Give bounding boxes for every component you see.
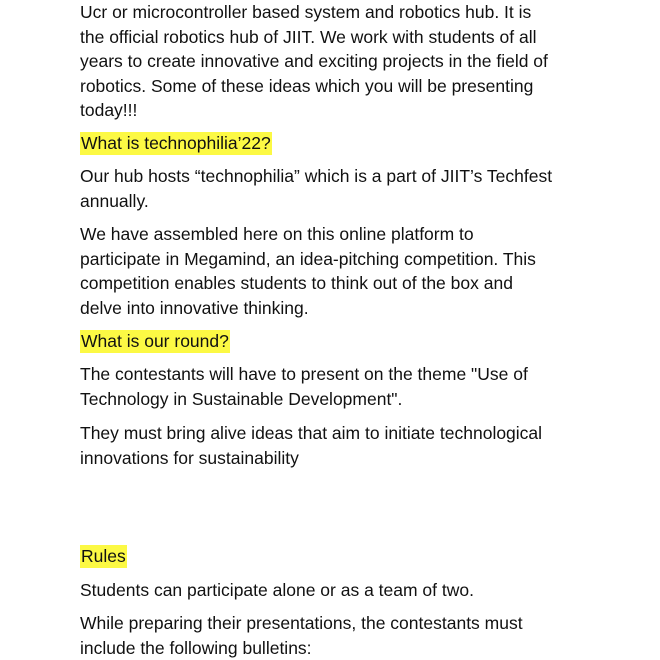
- technophilia-paragraph-2: [80, 222, 600, 320]
- text-line: delve into innovative thinking.: [80, 297, 309, 318]
- text-line: annually.: [80, 190, 149, 211]
- text-line: robotics. Some of these ideas which you will be presenting: [80, 75, 534, 96]
- text-line: participate in Megamind, an idea-pitching competition. This: [80, 248, 536, 269]
- heading-technophilia: [80, 131, 600, 156]
- heading-our-round: [80, 329, 600, 354]
- text-line: Technology in Sustainable Development".: [80, 388, 403, 409]
- text-line: competition enables students to think out of the box and: [80, 273, 513, 293]
- round-paragraph-2: [80, 421, 600, 470]
- text-line: the official robotics hub of JIIT. We work with students of all: [80, 26, 537, 47]
- text-line: The contestants will have to present on the theme "Use of: [80, 364, 528, 384]
- text-line: Ucr or microcontroller based system and robotics hub. It is: [80, 2, 532, 22]
- heading-rules: [80, 544, 600, 569]
- text-line: While preparing their presentations, the contestants must: [80, 613, 523, 633]
- text-line: We have assembled here on this online platform to: [80, 224, 474, 244]
- rules-paragraph-1: [80, 578, 600, 603]
- rules-paragraph-2: [80, 611, 600, 660]
- highlighted-heading-text: What is technophilia’22?: [81, 133, 271, 153]
- text-line: innovations for sustainability: [80, 447, 299, 468]
- technophilia-paragraph-1: [80, 164, 600, 213]
- highlighted-heading-text: What is our round?: [81, 331, 229, 351]
- text-line: years to create innovative and exciting projects in the field of: [80, 51, 548, 71]
- text-line: include the following bulletins:: [80, 637, 312, 658]
- text-line: They must bring alive ideas that aim to initiate technological: [80, 423, 543, 443]
- text-line: Students can participate alone or as a team of two.: [80, 580, 474, 600]
- text-line: today!!!: [80, 100, 138, 120]
- highlighted-heading-text: Rules: [81, 546, 126, 566]
- round-paragraph-1: [80, 362, 600, 411]
- intro-paragraph: [80, 0, 600, 123]
- text-line: Our hub hosts “technophilia” which is a part of JIIT’s Techfest: [80, 166, 553, 186]
